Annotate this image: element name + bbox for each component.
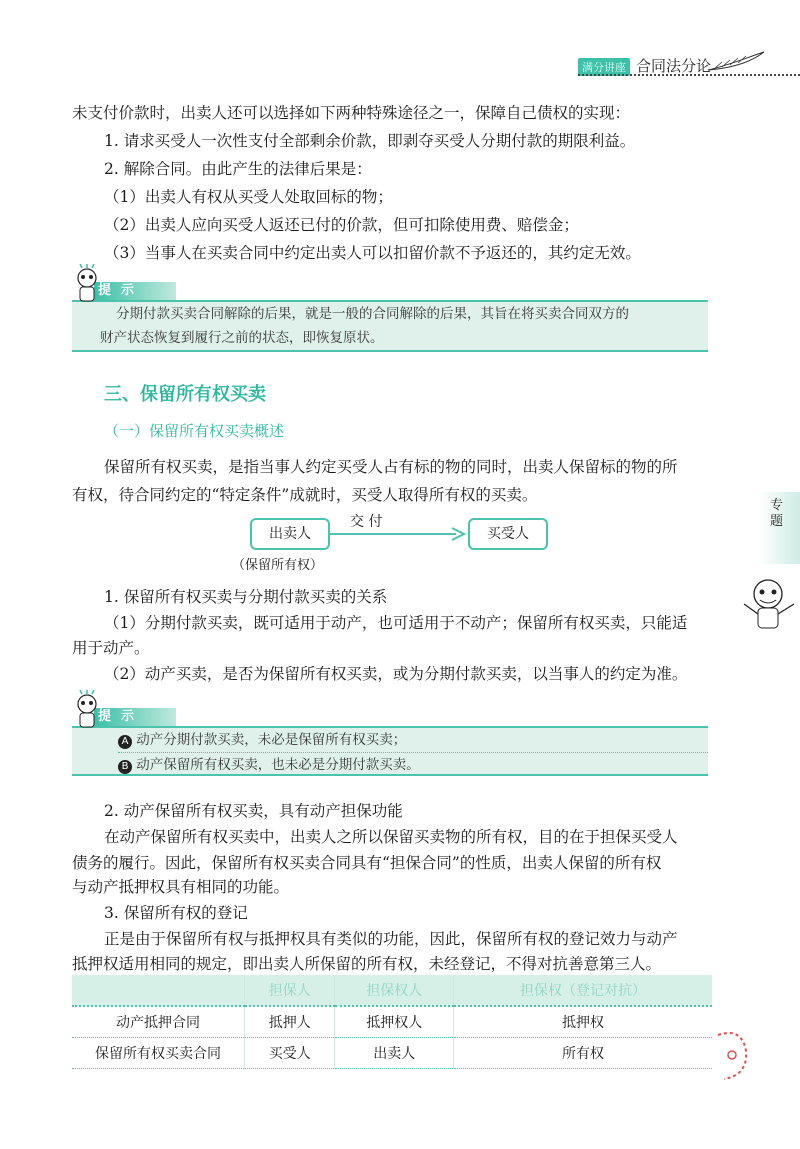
section-title: 三、保留所有权买卖 bbox=[104, 384, 266, 405]
arrow-icon bbox=[328, 526, 468, 542]
tip-text: 动产分期付款买卖，未必是保留所有权买卖； bbox=[136, 732, 407, 748]
mascot-icon bbox=[72, 264, 102, 304]
paragraph: 在动产保留所有权买卖中，出卖人之所以保留买卖物的所有权，目的在于担保买受人 bbox=[104, 828, 678, 846]
tip-body bbox=[72, 726, 708, 776]
table-header-row bbox=[72, 975, 712, 1006]
tip-text: 动产保留所有权买卖，也未必是分期付款买卖。 bbox=[136, 757, 420, 773]
table-cell: 所有权 bbox=[454, 1038, 712, 1069]
seller-box: 出卖人 bbox=[250, 518, 330, 550]
running-header bbox=[578, 52, 800, 82]
tip-line bbox=[118, 728, 708, 753]
paragraph: （2）出卖人应向买受人返还已付的价款，但可扣除使用费、赔偿金； bbox=[104, 216, 579, 234]
paragraph: 抵押权适用相同的规定，即出卖人所保留的所有权，未经登记，不得对抗善意第三人。 bbox=[72, 955, 662, 973]
table-header-cell: 担保人 bbox=[245, 975, 335, 1006]
badge-b: B bbox=[118, 760, 132, 774]
seller-note: （保留所有权） bbox=[232, 558, 324, 573]
paragraph: 2. 解除合同。由此产生的法律后果是： bbox=[104, 160, 372, 178]
paragraph: 用于动产。 bbox=[72, 639, 150, 657]
paragraph: 有权，待合同约定的“特定条件”成就时，买受人取得所有权的买卖。 bbox=[72, 486, 538, 504]
header-title: 合同法分论 bbox=[636, 57, 712, 75]
tip-box bbox=[72, 282, 708, 358]
section-subtitle: （一）保留所有权买卖概述 bbox=[104, 422, 285, 440]
tip-line bbox=[118, 753, 708, 777]
paragraph: （3）当事人在买卖合同中约定出卖人可以扣留价款不予返还的，其约定无效。 bbox=[104, 244, 641, 262]
table-row bbox=[72, 1006, 712, 1038]
paragraph: 与动产抵押权具有相同的功能。 bbox=[72, 878, 290, 896]
mascot-icon bbox=[72, 690, 102, 730]
table-cell: 出卖人 bbox=[335, 1038, 454, 1069]
tip-line: 分期付款买卖合同解除的后果，就是一般的合同解除的后果，其旨在将买卖合同双方的 bbox=[116, 306, 629, 322]
tip-line: 财产状态恢复到履行之前的状态，即恢复原状。 bbox=[100, 330, 384, 346]
chapter-tab-label: 专题 bbox=[770, 498, 784, 529]
buyer-box: 买受人 bbox=[468, 518, 548, 550]
comparison-table bbox=[72, 975, 712, 1069]
paragraph: （2）动产买卖，是否为保留所有权买卖，或为分期付款买卖，以当事人的约定为准。 bbox=[104, 665, 688, 683]
subheading: 1. 保留所有权买卖与分期付款买卖的关系 bbox=[104, 588, 388, 606]
paragraph: 保留所有权买卖，是指当事人约定买受人占有标的物的同时，出卖人保留标的物的所 bbox=[104, 458, 678, 476]
table-cell: 抵押权 bbox=[454, 1006, 712, 1038]
tip-body bbox=[72, 300, 708, 352]
tip-label: 提示 bbox=[94, 708, 176, 726]
table-header-cell bbox=[72, 975, 245, 1006]
paragraph: 未支付价款时，出卖人还可以选择如下两种特殊途径之一，保障自己债权的实现： bbox=[72, 104, 631, 122]
stamp-icon bbox=[712, 1025, 752, 1085]
table-cell: 动产抵押合同 bbox=[72, 1006, 245, 1038]
table-header-cell: 担保权（登记对抗） bbox=[454, 975, 712, 1006]
table-header-cell: 担保权人 bbox=[335, 975, 454, 1006]
chapter-tab bbox=[758, 492, 800, 564]
badge-a: A bbox=[118, 735, 132, 749]
paragraph: 1. 请求买受人一次性支付全部剩余价款，即剥夺买受人分期付款的期限利益。 bbox=[104, 132, 636, 150]
paragraph: 正是由于保留所有权与抵押权具有类似的功能，因此，保留所有权的登记效力与动产 bbox=[104, 930, 678, 948]
header-tag: 满分讲座 bbox=[578, 58, 630, 76]
table-cell: 抵押权人 bbox=[335, 1006, 454, 1038]
table-cell: 保留所有权买卖合同 bbox=[72, 1038, 245, 1069]
subheading: 3. 保留所有权的登记 bbox=[104, 904, 248, 922]
tip-box bbox=[72, 708, 708, 780]
paragraph: （1）分期付款买卖，既可适用于动产，也可适用于不动产；保留所有权买卖，只能适 bbox=[104, 614, 688, 632]
table-row bbox=[72, 1038, 712, 1069]
paragraph: 债务的履行。因此，保留所有权买卖合同具有“担保合同”的性质，出卖人保留的所有权 bbox=[72, 854, 662, 872]
table-cell: 抵押人 bbox=[245, 1006, 335, 1038]
feather-icon bbox=[706, 50, 766, 74]
header-divider bbox=[578, 74, 800, 76]
table-cell: 买受人 bbox=[245, 1038, 335, 1069]
paragraph: （1）出卖人有权从买受人处取回标的物； bbox=[104, 188, 393, 206]
tip-label: 提示 bbox=[94, 282, 176, 300]
arrow-label: 交 付 bbox=[350, 514, 383, 530]
mascot-icon bbox=[740, 574, 798, 636]
subheading: 2. 动产保留所有权买卖，具有动产担保功能 bbox=[104, 802, 403, 820]
